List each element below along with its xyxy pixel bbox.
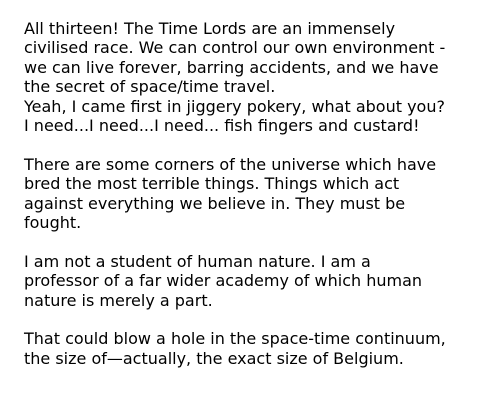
text-line: That could blow a hole in the space-time continuum, — [24, 329, 446, 349]
text-line: civilised race. We can control our own environment - — [24, 38, 446, 58]
text-line: I am not a student of human nature. I am a — [24, 251, 371, 271]
text-line: professor of a far wider academy of which human — [24, 271, 423, 291]
text-line: bred the most terrible things. Things which act — [24, 174, 400, 194]
text-line: the size of—actually, the exact size of Belgium. — [24, 348, 404, 368]
paragraph-2 — [24, 155, 494, 233]
text-line: the secret of space/time travel. — [24, 77, 276, 97]
text-line: nature is merely a part. — [24, 290, 213, 310]
text-line: I need...I need...I need... fish fingers and custard! — [24, 116, 420, 136]
text-line: All thirteen! The Time Lords are an immensely — [24, 19, 396, 38]
text-line: against everything we believe in. They must be — [24, 193, 406, 213]
paragraph-4 — [24, 329, 494, 368]
text-line: fought. — [24, 213, 82, 233]
text-line: we can live forever, barring accidents, and we have — [24, 57, 439, 77]
text-line: Yeah, I came first in jiggery pokery, what about you? — [24, 96, 445, 116]
paragraph-1 — [24, 19, 494, 135]
text-line: There are some corners of the universe which have — [24, 154, 437, 174]
text-document — [24, 19, 494, 388]
paragraph-3 — [24, 252, 494, 310]
